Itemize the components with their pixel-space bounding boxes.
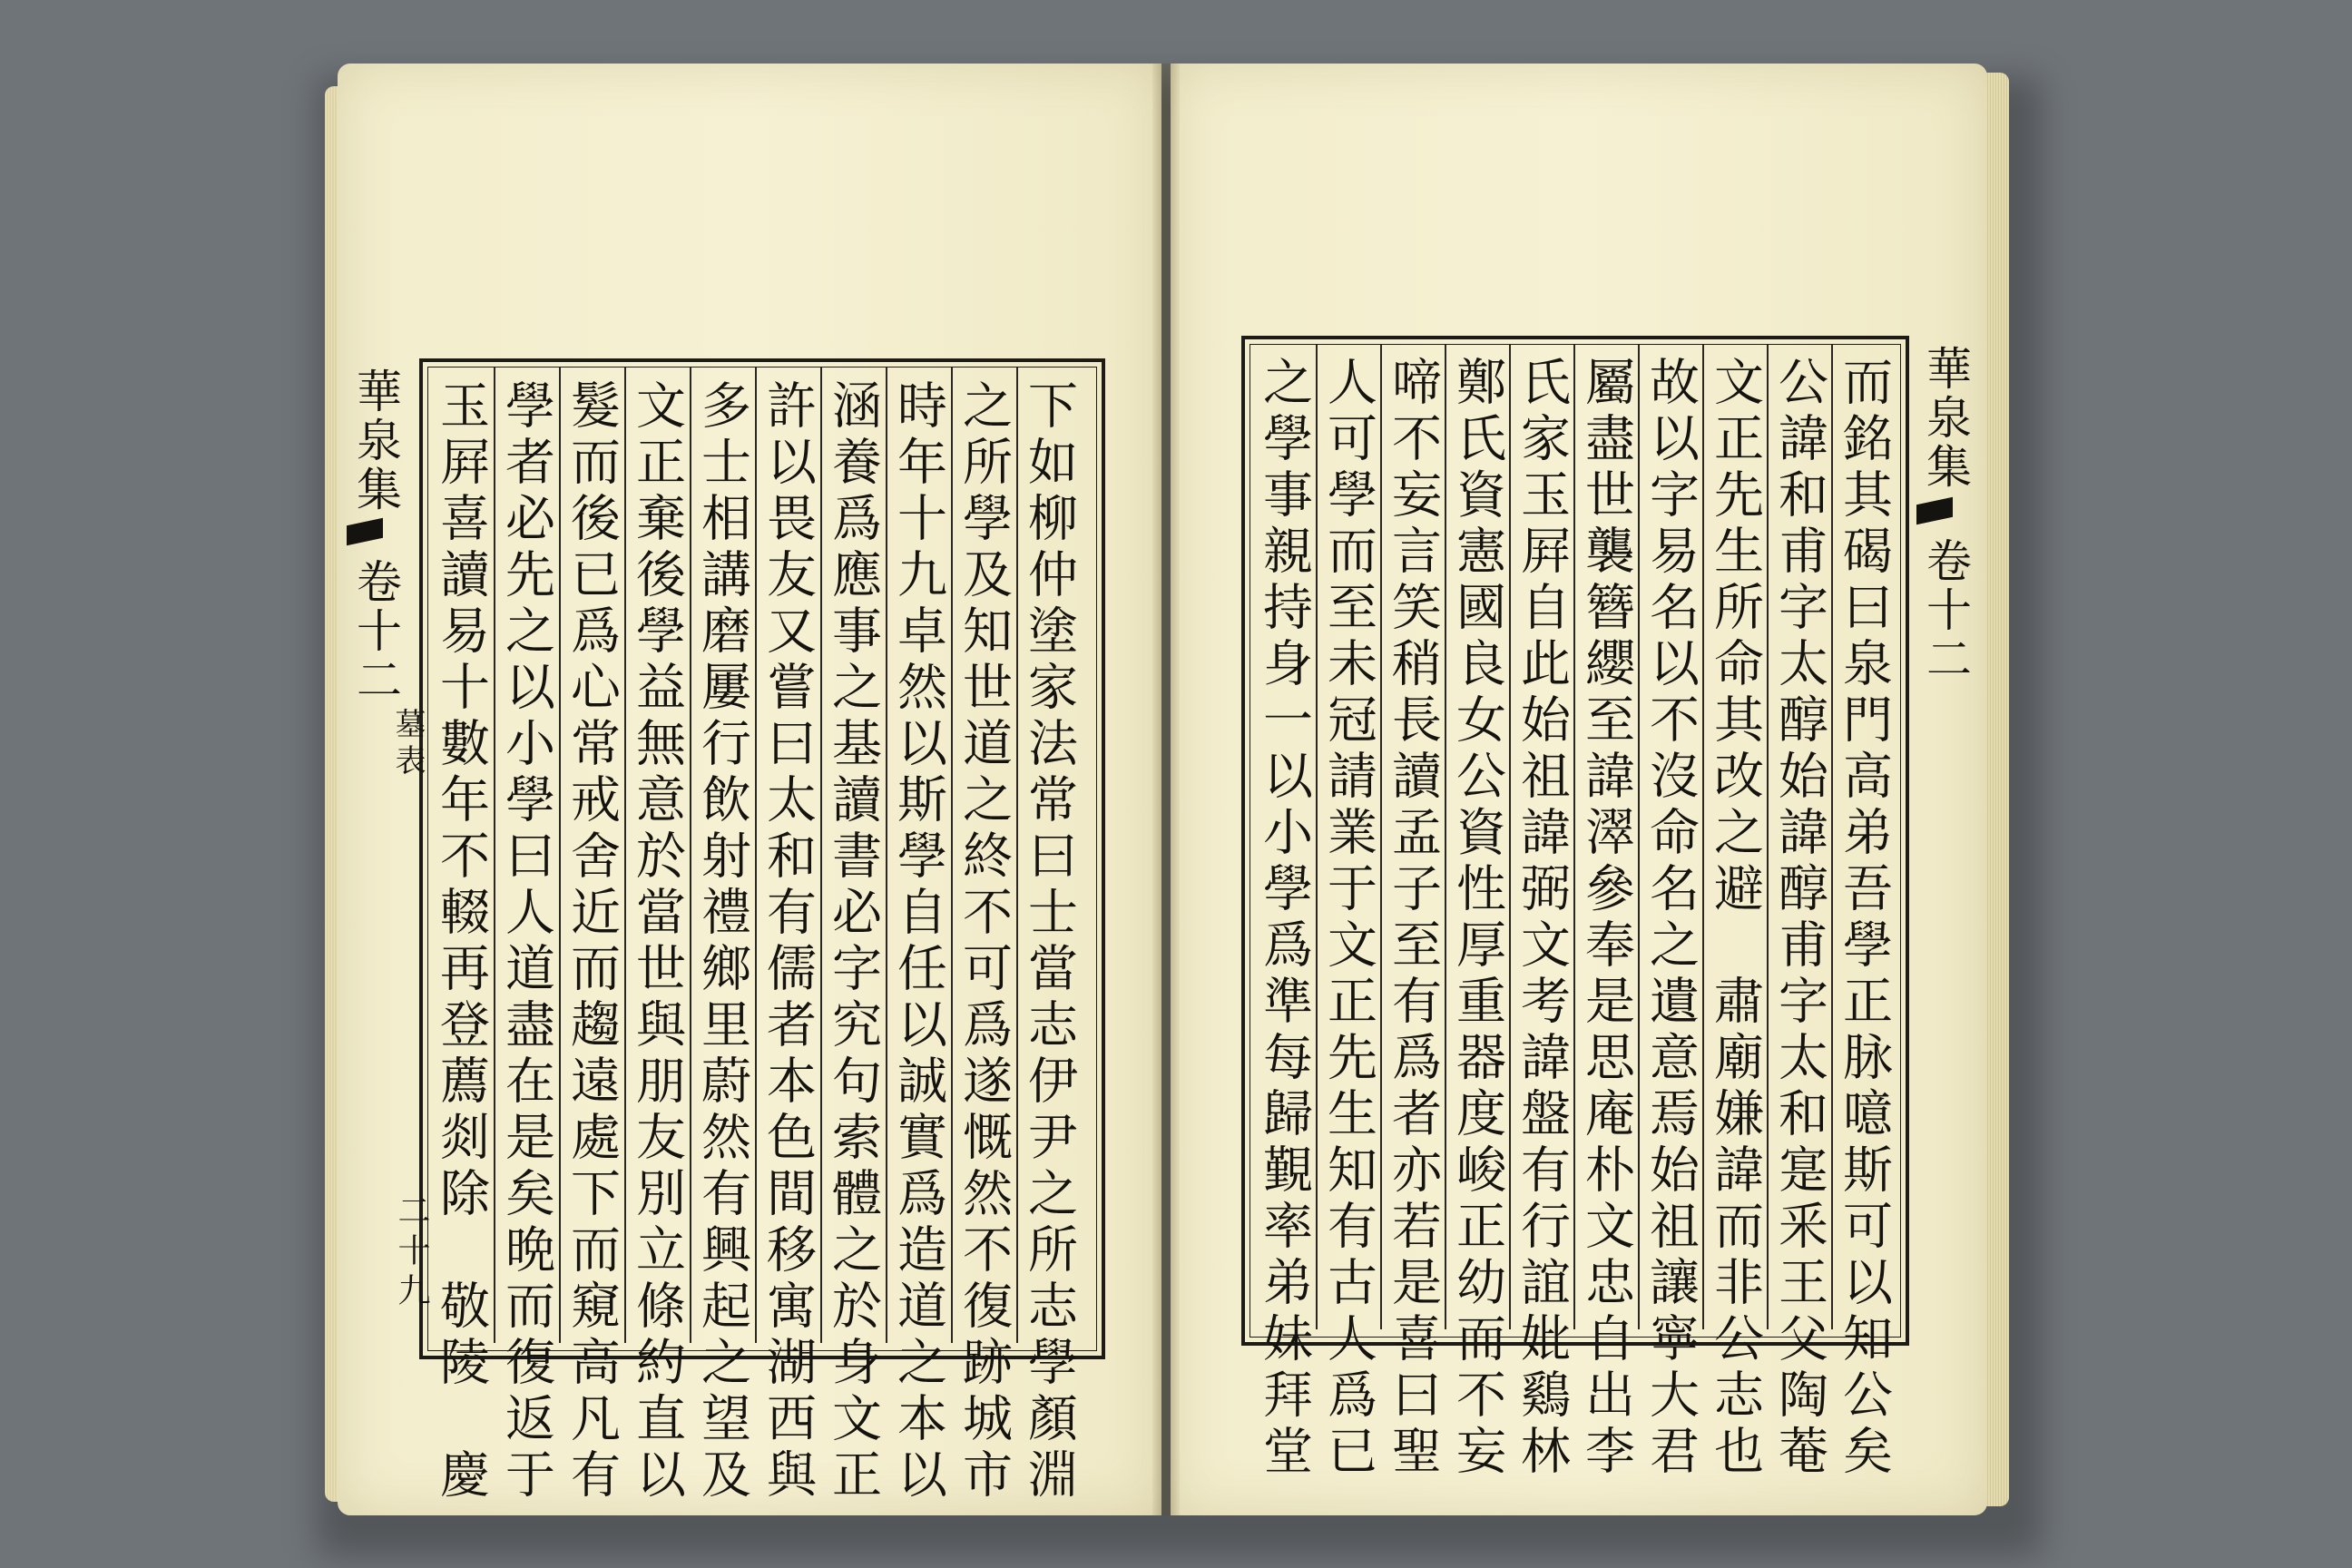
column-rule — [559, 368, 561, 1343]
column-rule — [494, 368, 495, 1343]
column-rule — [1316, 345, 1318, 1329]
right-column-1: 而銘其碣曰泉門高弟吾學正脉噫斯可以知公矣 — [1835, 356, 1893, 1481]
right-column-5: 屬盡世襲簪纓至諱濢參奉是思庵朴文忠自出李 — [1577, 356, 1635, 1481]
right-margin-volume: 卷十二 — [1919, 537, 1972, 684]
column-rule — [755, 368, 757, 1343]
left-column-8: 髮而後已爲心常戒舍近而趨遠處下而窺高凡有 — [563, 379, 621, 1504]
column-rule — [1509, 345, 1511, 1329]
column-rule — [1573, 345, 1575, 1329]
column-rule — [1016, 368, 1018, 1343]
left-column-7: 文正棄後學益無意於當世與朋友別立條約直以 — [628, 379, 686, 1504]
column-rule — [1638, 345, 1640, 1329]
left-column-10: 玉屛喜讀易十數年不輟再登薦剡除 敬陵 慶 — [432, 379, 490, 1504]
column-rule — [1380, 345, 1382, 1329]
left-column-1: 下如柳仲塗家法常曰士當志伊尹之所志學顏淵 — [1020, 379, 1078, 1504]
column-rule — [951, 368, 953, 1343]
right-column-9: 人可學而至未冠請業于文正先生知有古人爲已 — [1319, 356, 1377, 1481]
book-gutter — [1152, 64, 1180, 1515]
left-column-6: 多士相講磨屢行飲射禮鄉里蔚然有興起之望及 — [693, 379, 751, 1504]
right-column-6: 氏家玉屛自此始祖諱弼文考諱盤有行誼妣鷄林 — [1513, 356, 1571, 1481]
right-column-3: 文正先生所命其改之避 肅廟嫌諱而非公志也 — [1706, 356, 1764, 1481]
left-column-2: 之所學及知世道之終不可爲遂慨然不復跡城市 — [955, 379, 1013, 1504]
column-rule — [624, 368, 626, 1343]
column-rule — [1767, 345, 1769, 1329]
left-margin-volume: 卷十二 — [349, 558, 402, 705]
left-margin-title: 華泉集 — [349, 368, 402, 514]
left-column-4: 涵養爲應事之基讀書必字究句索體之於身文正 — [824, 379, 882, 1504]
column-rule — [690, 368, 691, 1343]
left-column-5: 許以畏友又嘗曰太和有儒者本色間移寓湖西與 — [759, 379, 817, 1504]
left-page-number: 二十九 — [393, 1193, 430, 1313]
column-rule — [820, 368, 822, 1343]
left-column-3: 時年十九卓然以斯學自任以誠實爲造道之本以 — [889, 379, 947, 1504]
column-rule — [886, 368, 887, 1343]
right-column-7: 鄭氏資憲國良女公資性厚重器度峻正幼而不妄 — [1448, 356, 1506, 1481]
column-rule — [1445, 345, 1446, 1329]
right-column-4: 故以字易名以不沒命名之遺意焉始祖讓寧大君 — [1642, 356, 1700, 1481]
left-margin-section: 墓表 — [389, 708, 426, 780]
right-column-10: 之學事親持身一以小學爲準每歸覲率弟妹拜堂 — [1255, 356, 1313, 1481]
right-margin-title: 華泉集 — [1919, 345, 1972, 492]
right-column-8: 啼不妄言笑稍長讀孟子至有爲者亦若是喜曰聖 — [1384, 356, 1442, 1481]
column-rule — [1831, 345, 1833, 1329]
left-column-9: 學者必先之以小學曰人道盡在是矣晩而復返于 — [497, 379, 555, 1504]
right-column-2: 公諱和甫字太醇始諱醇甫字太和寔釆王父陶菴 — [1770, 356, 1828, 1481]
column-rule — [1702, 345, 1704, 1329]
